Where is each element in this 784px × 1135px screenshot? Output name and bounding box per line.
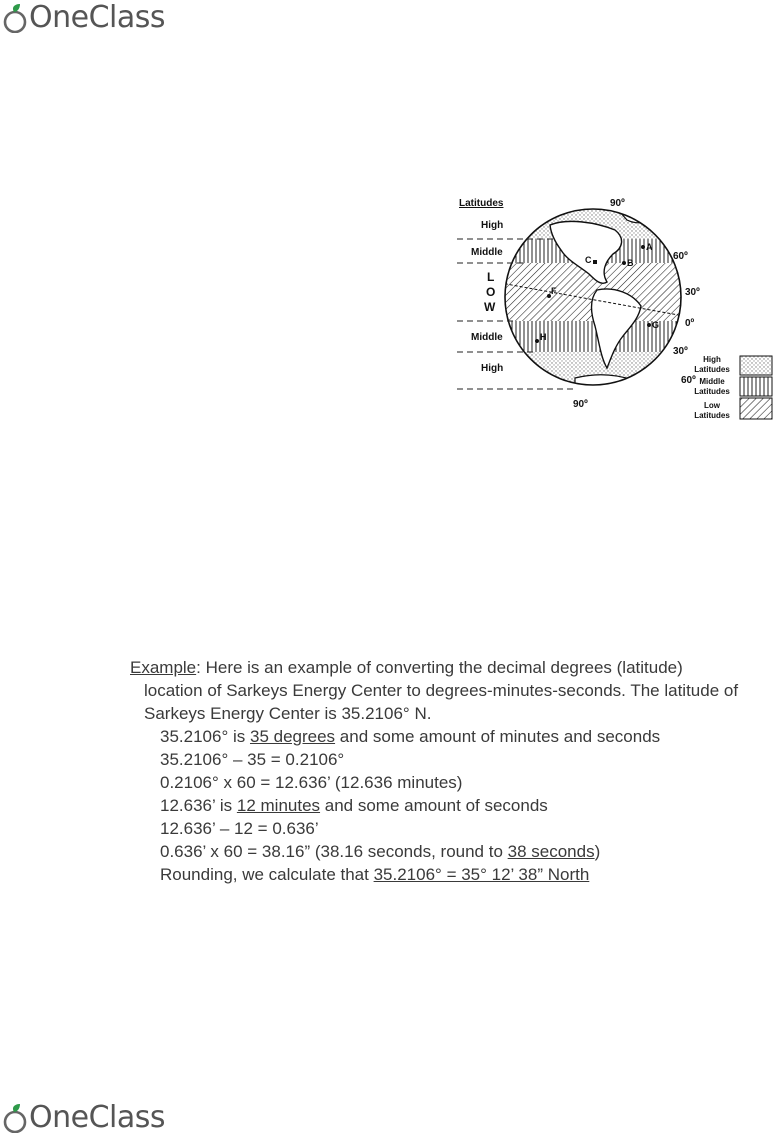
example-steps [130, 725, 780, 886]
step-text-after: and some amount of minutes and seconds [335, 727, 661, 746]
brand-name: OneClass [29, 0, 166, 35]
step-text: 35.2106° is [160, 727, 250, 746]
step-item [130, 771, 780, 794]
step-underlined: 35.2106° = 35° 12’ 38” North [373, 865, 590, 884]
step-item [130, 748, 780, 771]
step-text: 35.2106° – 35 = 0.2106° [160, 750, 345, 769]
conversion-example [130, 656, 780, 886]
zone-label-middle-north: Middle [471, 247, 503, 258]
step-item [130, 794, 780, 817]
key-low-line2: Latitudes [694, 411, 730, 420]
zone-label-low-l: L [487, 270, 495, 284]
point-label-b: B [627, 258, 634, 268]
example-intro [130, 656, 780, 725]
step-text: Rounding, we calculate that [160, 865, 374, 884]
step-item [130, 863, 780, 886]
step-underlined: 35 degrees [249, 727, 336, 746]
zone-label-high-north: High [481, 220, 504, 231]
latitude-zones-figure [455, 190, 784, 430]
step-text: 12.636’ is [160, 796, 237, 815]
step-text-after: ) [594, 842, 601, 861]
example-heading: Example [130, 658, 197, 677]
globe-bands [495, 205, 695, 392]
zone-label-low-o: O [486, 285, 496, 299]
key-high-line2: Latitudes [694, 365, 730, 374]
leaf-icon [2, 1103, 28, 1133]
key-low-swatch [740, 398, 772, 419]
key-middle-swatch [740, 377, 772, 396]
oneclass-logo-footer [2, 1100, 165, 1135]
degree-label-60-south: 60º [681, 375, 696, 386]
example-intro-line3: Sarkeys Energy Center is 35.2106° N. [144, 704, 432, 723]
degree-label-90-north: 90º [610, 198, 625, 209]
zone-label-high-south: High [481, 363, 504, 374]
leaf-icon [2, 3, 28, 33]
step-text: 12.636’ – 12 = 0.636’ [160, 819, 319, 838]
latitudes-title: Latitudes [459, 198, 504, 209]
step-item [130, 840, 780, 863]
degree-label-30-north: 30º [685, 287, 700, 298]
step-item [130, 817, 780, 840]
point-label-a: A [646, 242, 653, 252]
key-high-line1: High [703, 355, 721, 364]
degree-label-90-south: 90º [573, 399, 588, 410]
degree-label-0: 0º [685, 318, 695, 329]
degree-label-30-south: 30º [673, 346, 688, 357]
example-intro-line1: : Here is an example of converting the decimal degrees (latitude) [196, 658, 683, 677]
step-underlined: 12 minutes [236, 796, 321, 815]
point-label-g: G [652, 320, 660, 330]
point-label-h: H [540, 332, 547, 342]
step-text: 0.2106° x 60 = 12.636’ (12.636 minutes) [160, 773, 463, 792]
brand-name: OneClass [29, 1100, 166, 1135]
zone-label-middle-south: Middle [471, 332, 503, 343]
globe-diagram [455, 190, 784, 430]
oneclass-logo [2, 0, 165, 35]
point-label-f: F [551, 286, 557, 296]
step-text-after: and some amount of seconds [320, 796, 548, 815]
key-low-line1: Low [704, 401, 720, 410]
latitude-key [694, 355, 772, 420]
example-intro-line2: location of Sarkeys Energy Center to degrees-minutes-seconds. The latitude of [144, 681, 739, 700]
key-middle-line2: Latitudes [694, 387, 730, 396]
key-high-swatch [740, 356, 772, 375]
zone-label-low-w: W [484, 300, 496, 314]
point-label-c: C [585, 255, 592, 265]
step-item [130, 725, 780, 748]
key-middle-line1: Middle [699, 377, 725, 386]
step-underlined: 38 seconds [507, 842, 595, 861]
degree-label-60-north: 60º [673, 251, 688, 262]
step-text: 0.636’ x 60 = 38.16” (38.16 seconds, round to [160, 842, 508, 861]
